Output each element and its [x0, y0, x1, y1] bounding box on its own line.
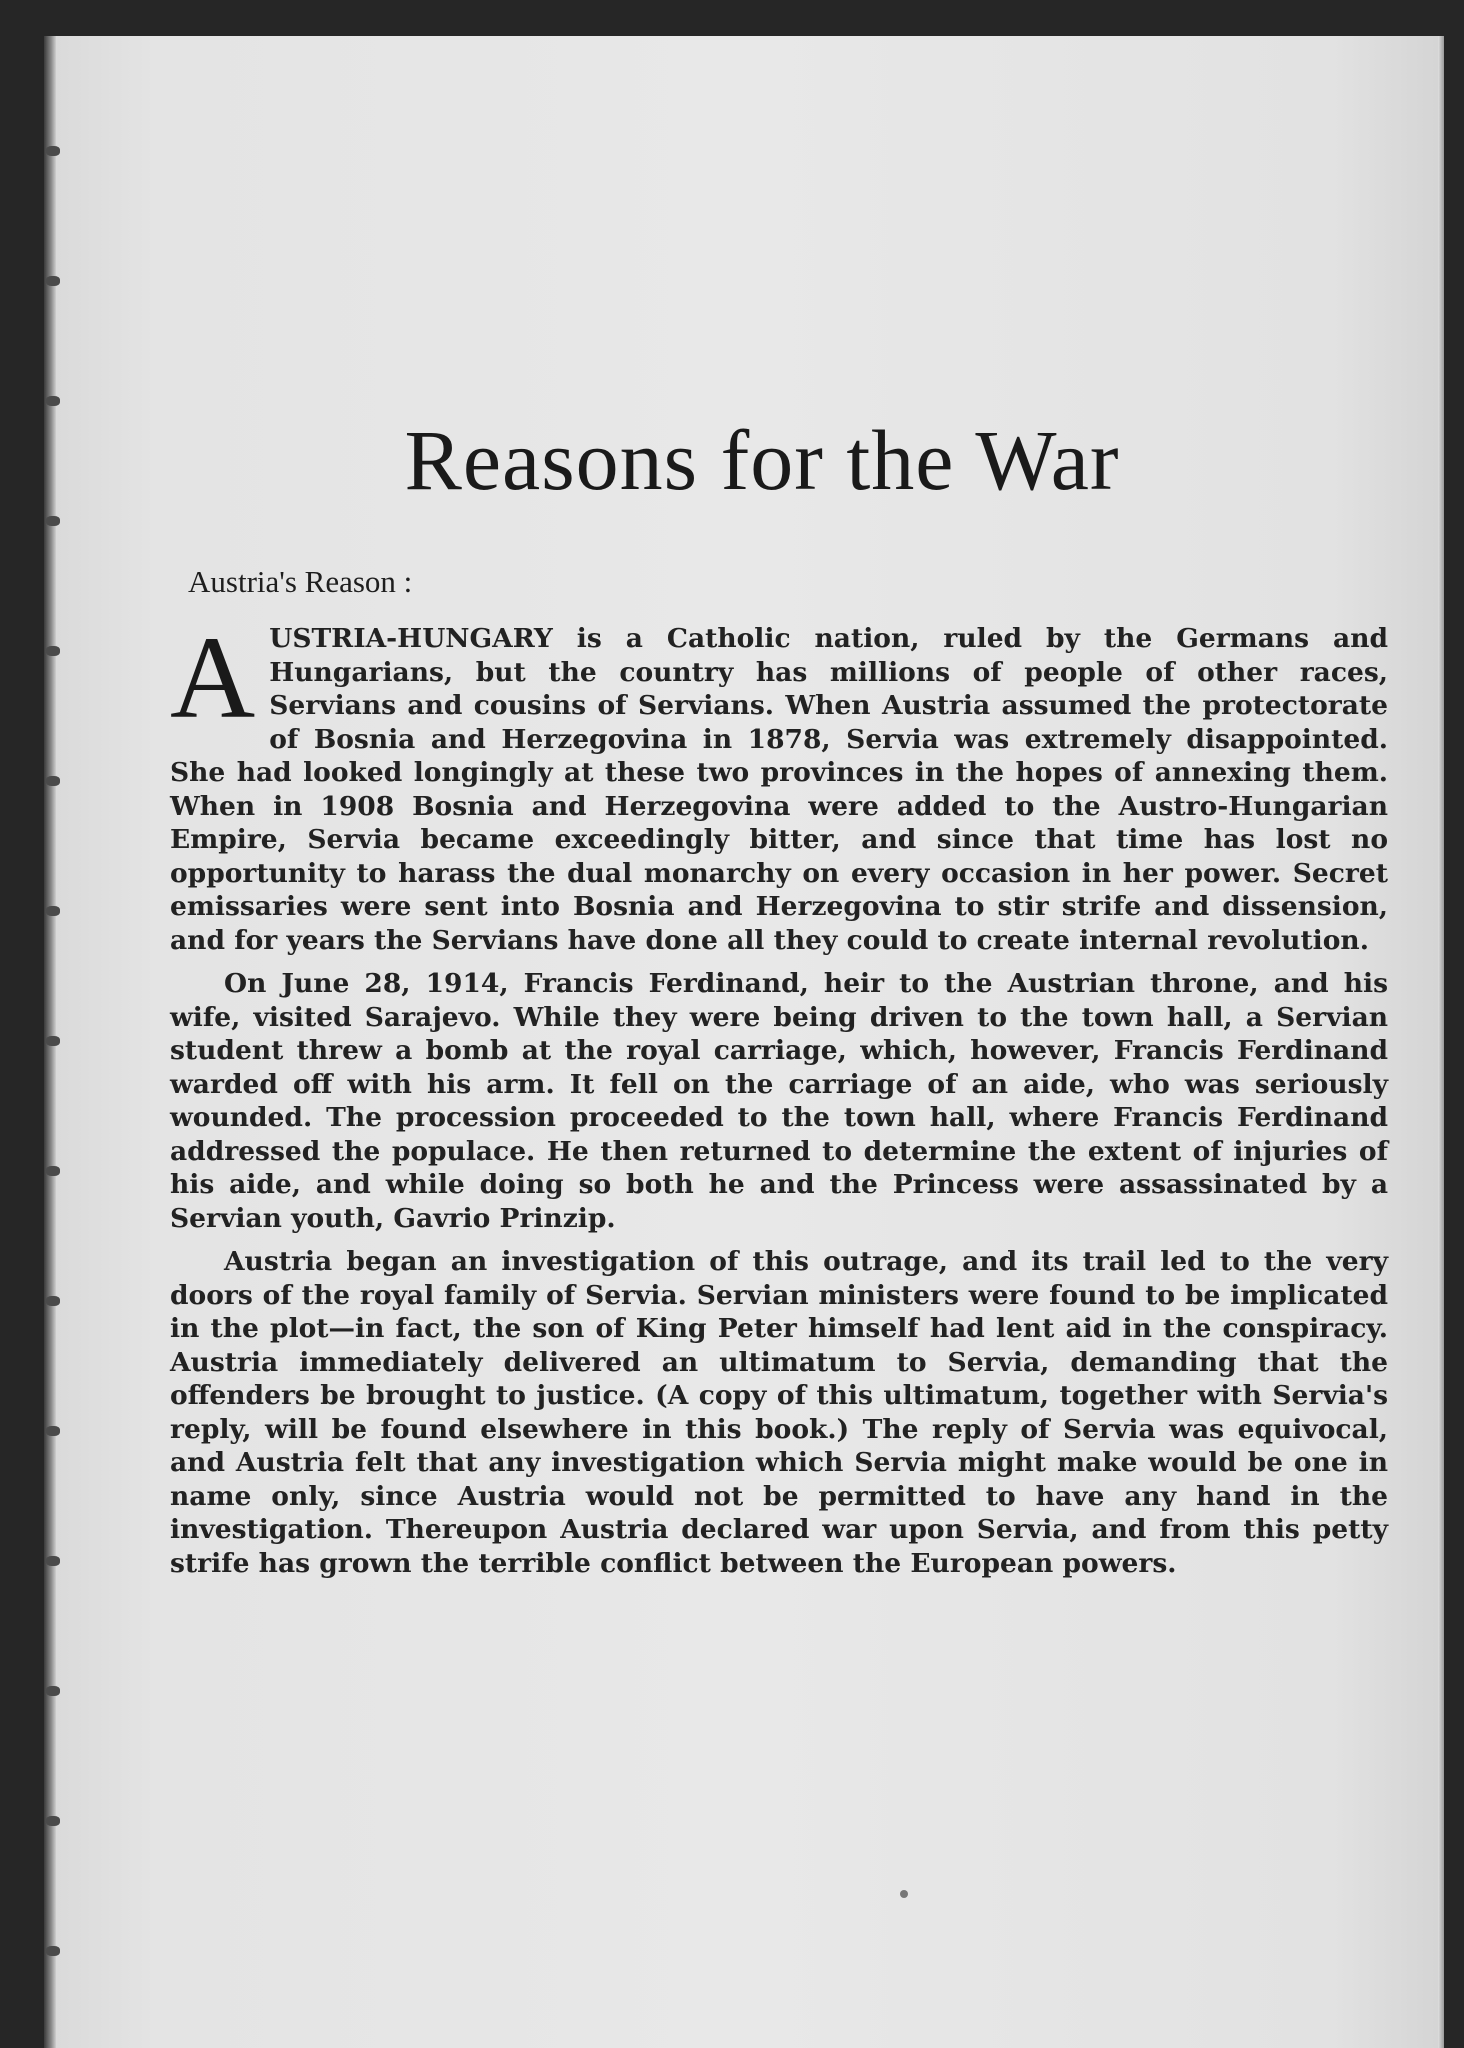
paragraph-1-text: USTRIA-HUNGARY is a Catholic nation, ruled by the Germans and Hungarians, but the country has millions of people of other races, Servians and cousins of Servians. When Austria assumed the protectorate of Bosnia and Herzegovina in 1878, Servia was extremely disappointed. She had looked longingly at these two provinces in the hopes of annexing them. When in 1908 Bosnia and Herzegovina were added to the Austro-Hungarian Empire, Servia became exceedingly bitter, and since that time has lost no opportunity to harass the dual monarchy on every occasion in her power. Secret emissaries were sent into Bosnia and Herzegovina to stir strife and dissension, and for years the Servians have done all they could to create internal revolution. — [170, 623, 1388, 956]
binding-stitch — [46, 906, 60, 916]
drop-cap: A — [170, 612, 256, 743]
binding-stitch — [46, 516, 60, 526]
binding-stitch — [46, 1036, 60, 1046]
binding-stitch — [46, 1816, 60, 1826]
binding-stitch — [46, 646, 60, 656]
ink-speck — [900, 1890, 908, 1898]
binding-stitch — [46, 776, 60, 786]
binding-stitch — [46, 276, 60, 286]
binding-stitch — [46, 1946, 60, 1956]
binding-stitch — [46, 1556, 60, 1566]
binding-stitch — [46, 1296, 60, 1306]
page-title: Reasons for the War — [404, 412, 1120, 508]
page-right-edge — [1438, 36, 1444, 2048]
binding-stitch — [46, 1686, 60, 1696]
binding-stitch — [46, 146, 60, 156]
paragraph-2: On June 28, 1914, Francis Ferdinand, heir to the Austrian throne, and his wife, visited Sarajevo. While they were being driven to the town hall, a Servian student threw a bomb at the royal carriage, which, however, Francis Ferdinand warded off with his arm. It fell on the carriage of an aide, who was seriously wounded. The procession proceeded to the town hall, where Francis Ferdinand addressed the populace. He then returned to determine the extent of injuries of his aide, and while doing so both he and the Princess were assassinated by a Servian youth, Gavrio Prinzip. — [170, 968, 1388, 1234]
article-body — [170, 612, 1388, 1590]
binding-stitch — [46, 1166, 60, 1176]
binding-stitch — [46, 396, 60, 406]
binding-stitch — [46, 1426, 60, 1436]
paragraph-3: Austria began an investigation of this outrage, and its trail led to the very doors of the royal family of Servia. Servian ministers were found to be implicated in the plot—in fact, the son of King Peter himself had lent aid in the conspiracy. Austria immediately delivered an ultimatum to Servia, demanding that the offenders be brought to justice. (A copy of this ultimatum, together with Servia's reply, will be found elsewhere in this book.) The reply of Servia was equivocal, and Austria felt that any investigation which Servia might make would be one in name only, since Austria would not be permitted to have any hand in the investigation. Thereupon Austria declared war upon Servia, and from this petty strife has grown the terrible conflict between the European powers. — [170, 1246, 1388, 1579]
section-heading: Austria's Reason : — [188, 564, 413, 599]
paragraph-1 — [170, 612, 1388, 957]
